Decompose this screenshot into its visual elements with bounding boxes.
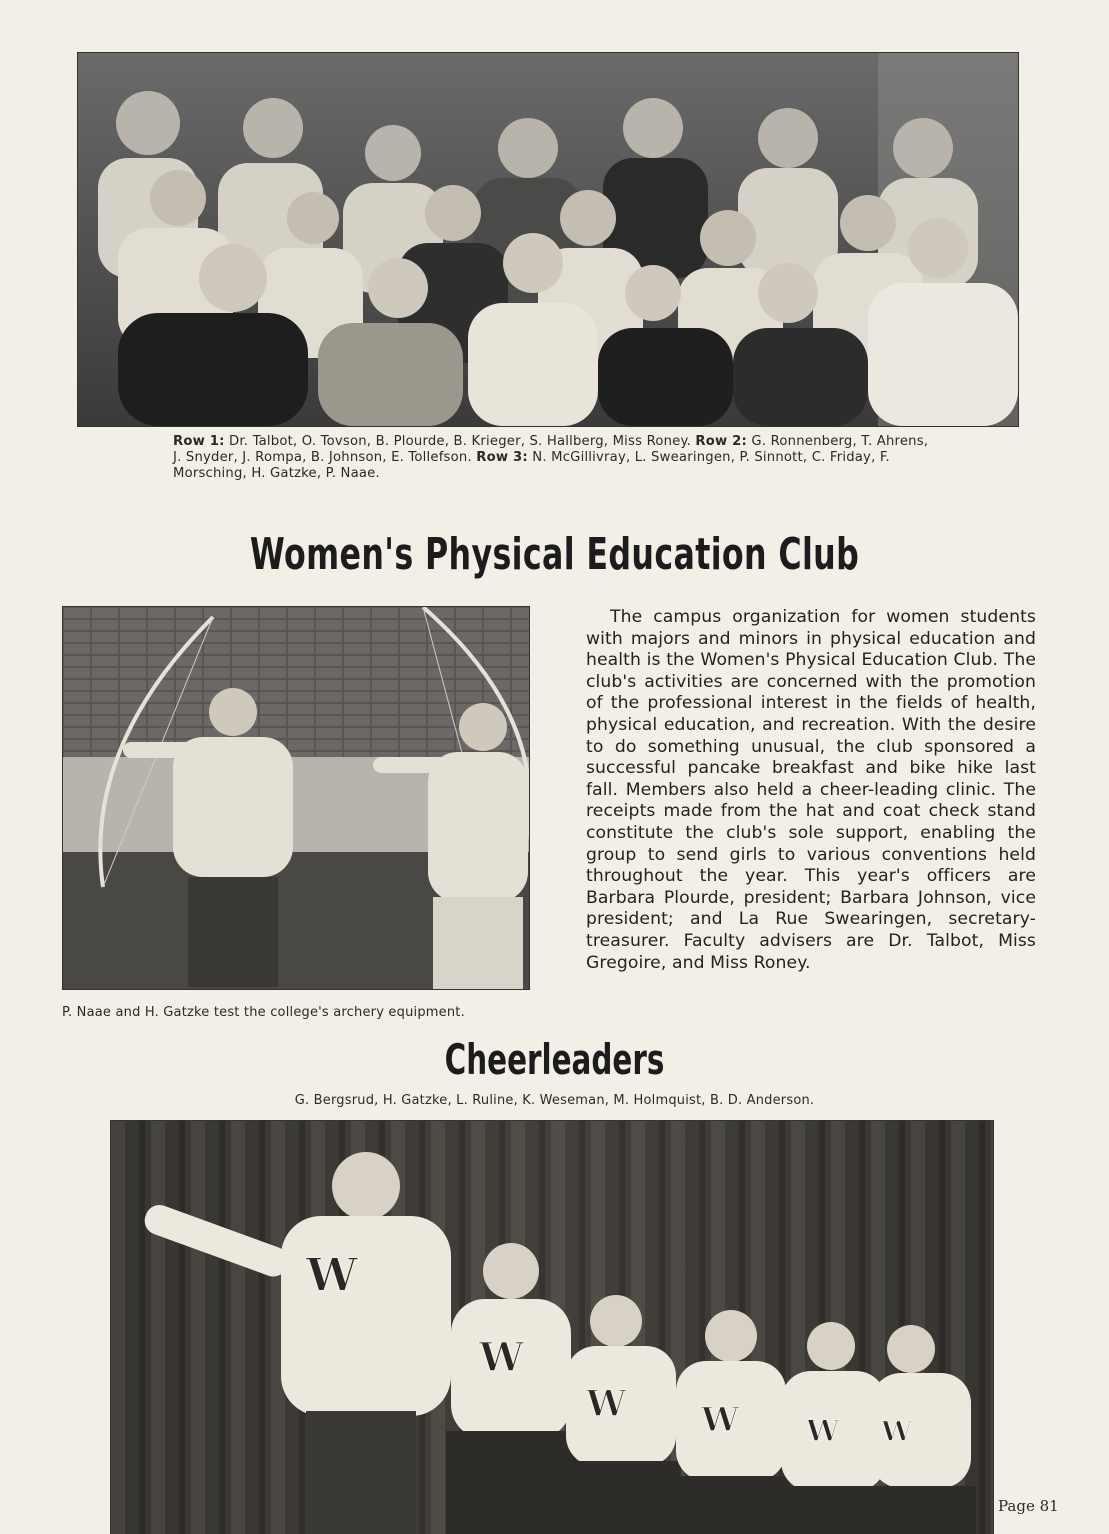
cheerleaders-photo-caption: G. Bergsrud, H. Gatzke, L. Ruline, K. Weseman, M. Holmquist, B. D. Anderson. xyxy=(294,1093,815,1108)
sweater-letter: W xyxy=(306,1248,358,1302)
page-number: Page 81 xyxy=(998,1497,1059,1515)
row1-label: Row 1: xyxy=(173,434,225,449)
section-title-cheerleaders: Cheerleaders xyxy=(444,1035,665,1084)
group-photo-caption xyxy=(173,434,933,482)
row3-names: N. McGillivray, L. Swearingen, P. Sinnott, C. Friday, F. Morsching, H. Gatzke, P. Naae. xyxy=(173,450,890,481)
sweater-letter: W xyxy=(806,1414,840,1449)
page-title: Women's Physical Education Club xyxy=(249,529,860,580)
sweater-letter: W xyxy=(479,1334,524,1381)
group-photo xyxy=(77,52,1019,427)
archery-photo-caption: P. Naae and H. Gatzke test the college's archery equipment. xyxy=(62,1005,465,1020)
row3-label: Row 3: xyxy=(476,450,528,465)
group-photo-image xyxy=(78,53,1018,426)
sweater-letter: W xyxy=(701,1400,740,1440)
sweater-letter: W xyxy=(881,1415,913,1448)
club-description: The campus organization for women students with majors and minors in physical education and health is the Women's Physical Education Club. The club's activities are concerned with the promotion of the professional interest in the fields of health, physical education, and recreation. With the desire to do something unusual, the club sponsored a successful pancake breakfast and bike hike last fall. Members also held a cheer-leading clinic. The receipts made from the hat and coat check stand constitute the club's sole support, enabling the group to send girls to various conventions held throughout the year. This year's officers are Barbara Plourde, president; Barbara Johnson, vice president; and La Rue Swearingen, secretary-treasurer. Faculty advisers are Dr. Talbot, Miss Gregoire, and Miss Roney. xyxy=(586,607,1036,973)
row2-names: G. Ronnenberg, T. Ahrens, J. Snyder, J. Rompa, B. Johnson, E. Tollefson. xyxy=(173,434,929,465)
row2-label: Row 2: xyxy=(695,434,748,449)
sweater-letter: W xyxy=(586,1383,627,1425)
cheerleaders-photo-image xyxy=(111,1121,993,1534)
cheerleaders-photo xyxy=(110,1120,994,1534)
row1-names: Dr. Talbot, O. Tovson, B. Plourde, B. Krieger, S. Hallberg, Miss Roney. xyxy=(224,434,696,449)
archery-photo xyxy=(62,606,530,990)
archery-photo-image xyxy=(63,607,529,989)
